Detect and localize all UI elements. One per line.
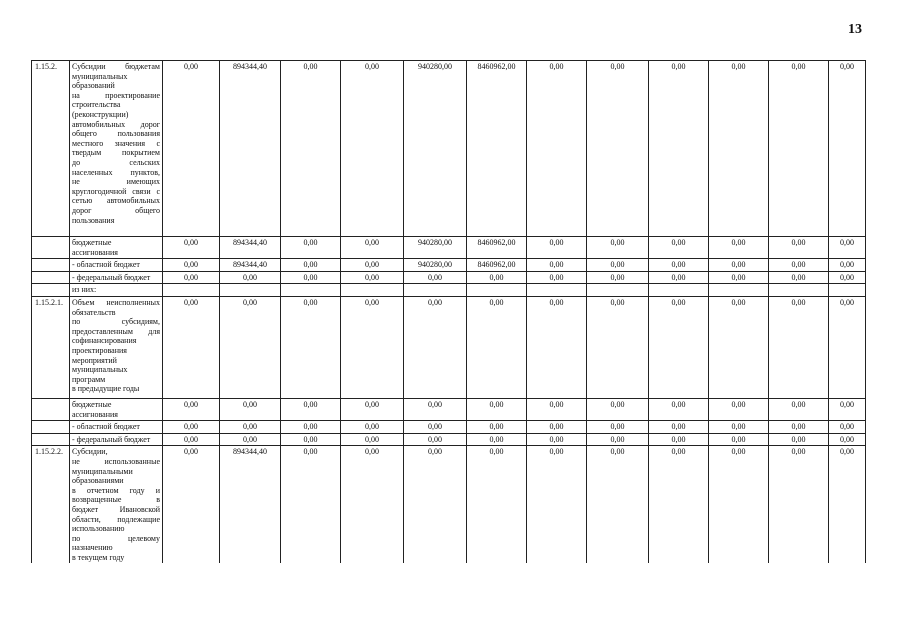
row-name-line: программ	[72, 374, 106, 384]
budget-table	[31, 60, 866, 563]
value-cell: 0,00	[769, 421, 829, 434]
value-cell: 0,00	[829, 259, 866, 272]
value-cell: 0,00	[527, 271, 587, 284]
value-cell: 0,00	[281, 296, 341, 398]
row-name-line: твердым покрытием	[72, 148, 160, 158]
row-code-cell: 1.15.2.1.	[32, 296, 70, 398]
value-cell: 0,00	[404, 398, 467, 420]
row-name-cell	[70, 284, 163, 297]
table-row	[32, 271, 866, 284]
value-cell	[649, 284, 709, 297]
value-cell	[404, 284, 467, 297]
value-cell: 0,00	[341, 296, 404, 398]
value-cell: 0,00	[163, 237, 220, 259]
row-name-line: Субсидии бюджетам	[72, 62, 160, 71]
value-cell: 0,00	[769, 237, 829, 259]
value-cell: 0,00	[587, 433, 649, 446]
value-cell: 0,00	[587, 446, 649, 564]
row-name-cell	[70, 296, 163, 398]
value-cell	[709, 284, 769, 297]
row-name-cell	[70, 446, 163, 564]
value-cell: 0,00	[649, 398, 709, 420]
value-cell	[467, 284, 527, 297]
value-cell: 0,00	[829, 271, 866, 284]
value-cell: 0,00	[709, 237, 769, 259]
value-cell: 0,00	[649, 446, 709, 564]
value-cell: 0,00	[709, 398, 769, 420]
value-cell: 0,00	[281, 237, 341, 259]
value-cell: 0,00	[587, 296, 649, 398]
value-cell: 0,00	[769, 271, 829, 284]
table-row	[32, 284, 866, 297]
row-name-line: до сельских	[72, 157, 160, 167]
row-name-line: (реконструкции)	[72, 109, 129, 119]
value-cell: 0,00	[649, 271, 709, 284]
value-cell	[341, 284, 404, 297]
row-name-line: использованию	[72, 524, 125, 534]
value-cell: 0,00	[587, 271, 649, 284]
row-name-line: круглогодичной связи с	[72, 186, 160, 196]
value-cell: 0,00	[467, 398, 527, 420]
value-cell	[587, 284, 649, 297]
value-cell: 894344,40	[220, 446, 281, 564]
value-cell: 0,00	[163, 446, 220, 564]
value-cell: 0,00	[281, 61, 341, 237]
row-name-line: возвращенные в	[72, 495, 160, 505]
value-cell: 0,00	[649, 421, 709, 434]
row-code-cell	[32, 284, 70, 297]
value-cell: 0,00	[527, 237, 587, 259]
value-cell: 0,00	[649, 61, 709, 237]
value-cell: 0,00	[281, 446, 341, 564]
row-name-line: не использованные	[72, 456, 160, 466]
value-cell: 0,00	[527, 433, 587, 446]
row-name-cell	[70, 398, 163, 420]
row-name-line: по субсидиям,	[72, 317, 160, 327]
row-name-line: - областной бюджет	[72, 422, 140, 432]
value-cell: 0,00	[281, 398, 341, 420]
value-cell: 0,00	[163, 398, 220, 420]
row-name-cell	[70, 433, 163, 446]
row-code-cell: 1.15.2.2.	[32, 446, 70, 564]
value-cell: 0,00	[281, 433, 341, 446]
row-name-cell	[70, 237, 163, 259]
value-cell: 0,00	[341, 446, 404, 564]
row-name-line: по целевому	[72, 533, 160, 543]
row-name-line: на проектирование	[72, 90, 160, 100]
row-code-cell	[32, 398, 70, 420]
value-cell: 0,00	[281, 421, 341, 434]
value-cell: 0,00	[649, 237, 709, 259]
row-name-line: образованиями	[72, 476, 124, 486]
value-cell: 0,00	[163, 433, 220, 446]
row-name-line: предоставленным для	[72, 326, 160, 336]
row-name-line: строительства	[72, 100, 121, 110]
value-cell: 0,00	[467, 271, 527, 284]
row-name-cell	[70, 271, 163, 284]
value-cell	[163, 284, 220, 297]
value-cell: 0,00	[404, 421, 467, 434]
value-cell: 894344,40	[220, 259, 281, 272]
row-name-line: дорог общего	[72, 205, 160, 215]
value-cell: 0,00	[769, 433, 829, 446]
row-name-line: бюджетные	[72, 238, 112, 247]
value-cell: 8460962,00	[467, 61, 527, 237]
table-row	[32, 398, 866, 420]
value-cell: 0,00	[341, 237, 404, 259]
value-cell: 0,00	[527, 296, 587, 398]
value-cell: 8460962,00	[467, 259, 527, 272]
value-cell: 0,00	[709, 296, 769, 398]
value-cell: 0,00	[341, 433, 404, 446]
table-row	[32, 446, 866, 564]
value-cell: 0,00	[829, 61, 866, 237]
value-cell: 0,00	[769, 61, 829, 237]
value-cell: 0,00	[404, 446, 467, 564]
row-code-cell	[32, 421, 70, 434]
value-cell: 0,00	[769, 446, 829, 564]
row-name-line: проектирования	[72, 345, 127, 355]
row-name-line: муниципальных	[72, 71, 128, 81]
value-cell: 0,00	[829, 421, 866, 434]
table-row	[32, 421, 866, 434]
row-name-line: Субсидии,	[72, 447, 108, 457]
value-cell: 0,00	[220, 421, 281, 434]
value-cell: 0,00	[404, 433, 467, 446]
value-cell: 894344,40	[220, 61, 281, 237]
row-name-cell	[70, 61, 163, 237]
budget-table-sheet	[31, 60, 865, 568]
value-cell: 0,00	[769, 296, 829, 398]
value-cell: 0,00	[709, 421, 769, 434]
value-cell: 0,00	[341, 271, 404, 284]
row-name-cell	[70, 421, 163, 434]
row-name-line: образований	[72, 81, 115, 91]
value-cell: 0,00	[587, 61, 649, 237]
value-cell: 0,00	[220, 433, 281, 446]
value-cell	[220, 284, 281, 297]
row-name-line: не имеющих	[72, 177, 160, 187]
value-cell: 0,00	[709, 61, 769, 237]
value-cell: 0,00	[163, 61, 220, 237]
row-name-line: обязательств	[72, 307, 116, 317]
value-cell: 0,00	[829, 296, 866, 398]
row-name-line: в предыдущие годы	[72, 384, 140, 394]
row-name-cell	[70, 259, 163, 272]
row-name-line: сетью автомобильных	[72, 196, 160, 206]
row-name-line: населенных пунктов,	[72, 167, 160, 177]
row-name-line: пользования	[72, 215, 115, 225]
row-name-line: в отчетном году и	[72, 485, 160, 495]
value-cell: 0,00	[467, 421, 527, 434]
value-cell: 0,00	[163, 296, 220, 398]
value-cell: 0,00	[709, 433, 769, 446]
row-name-line: ассигнования	[72, 247, 118, 257]
value-cell: 0,00	[527, 61, 587, 237]
value-cell: 0,00	[281, 271, 341, 284]
row-name-line: бюджет Ивановской	[72, 504, 160, 514]
row-name-line: Объем неисполненных	[72, 297, 160, 307]
row-code-cell: 1.15.2.	[32, 61, 70, 237]
table-row	[32, 259, 866, 272]
value-cell: 0,00	[467, 296, 527, 398]
value-cell: 0,00	[649, 433, 709, 446]
value-cell: 0,00	[467, 446, 527, 564]
value-cell: 0,00	[709, 271, 769, 284]
value-cell: 0,00	[527, 398, 587, 420]
row-name-line: ассигнования	[72, 409, 118, 419]
value-cell: 0,00	[527, 421, 587, 434]
value-cell: 0,00	[587, 237, 649, 259]
value-cell: 0,00	[163, 259, 220, 272]
row-name-line: области, подлежащие	[72, 514, 160, 524]
row-name-line: мероприятий	[72, 355, 117, 365]
value-cell	[527, 284, 587, 297]
value-cell: 0,00	[829, 398, 866, 420]
row-name-line: муниципальными	[72, 466, 133, 476]
value-cell: 0,00	[709, 446, 769, 564]
row-code-cell	[32, 271, 70, 284]
row-name-line: из них:	[72, 285, 97, 295]
value-cell: 0,00	[527, 259, 587, 272]
value-cell: 0,00	[341, 421, 404, 434]
row-name-line: муниципальных	[72, 365, 128, 375]
value-cell: 940280,00	[404, 237, 467, 259]
value-cell: 940280,00	[404, 61, 467, 237]
value-cell: 0,00	[341, 398, 404, 420]
value-cell: 0,00	[341, 259, 404, 272]
value-cell: 0,00	[649, 259, 709, 272]
value-cell: 0,00	[769, 398, 829, 420]
value-cell: 0,00	[163, 421, 220, 434]
value-cell: 0,00	[220, 296, 281, 398]
row-name-line: - областной бюджет	[72, 260, 140, 270]
value-cell: 0,00	[341, 61, 404, 237]
value-cell	[281, 284, 341, 297]
value-cell: 0,00	[709, 259, 769, 272]
row-name-line: - федеральный бюджет	[72, 272, 151, 282]
value-cell: 0,00	[829, 446, 866, 564]
row-name-line: софинансирования	[72, 336, 137, 346]
value-cell: 0,00	[649, 296, 709, 398]
value-cell: 0,00	[527, 446, 587, 564]
row-name-line: - федеральный бюджет	[72, 434, 151, 444]
value-cell: 0,00	[163, 271, 220, 284]
value-cell: 0,00	[467, 433, 527, 446]
table-row	[32, 237, 866, 259]
value-cell: 0,00	[404, 271, 467, 284]
value-cell: 0,00	[587, 421, 649, 434]
value-cell	[829, 284, 866, 297]
row-name-line: автомобильных дорог	[72, 119, 160, 129]
table-row	[32, 296, 866, 398]
row-name-line: местного значения с	[72, 138, 160, 148]
row-code-cell	[32, 433, 70, 446]
value-cell: 0,00	[220, 398, 281, 420]
value-cell: 0,00	[587, 398, 649, 420]
row-name-line: общего пользования	[72, 129, 160, 139]
row-code-cell	[32, 259, 70, 272]
value-cell: 0,00	[829, 433, 866, 446]
value-cell: 8460962,00	[467, 237, 527, 259]
value-cell	[769, 284, 829, 297]
value-cell: 0,00	[829, 237, 866, 259]
value-cell: 0,00	[220, 271, 281, 284]
table-row	[32, 433, 866, 446]
row-name-line: бюджетные	[72, 399, 112, 409]
value-cell: 894344,40	[220, 237, 281, 259]
value-cell: 0,00	[587, 259, 649, 272]
row-name-line: назначению	[72, 543, 113, 553]
row-code-cell	[32, 237, 70, 259]
page-number: 13	[848, 22, 862, 37]
value-cell: 0,00	[281, 259, 341, 272]
value-cell: 0,00	[769, 259, 829, 272]
table-row	[32, 61, 866, 237]
value-cell: 940280,00	[404, 259, 467, 272]
row-name-line: в текущем году	[72, 552, 125, 562]
value-cell: 0,00	[404, 296, 467, 398]
